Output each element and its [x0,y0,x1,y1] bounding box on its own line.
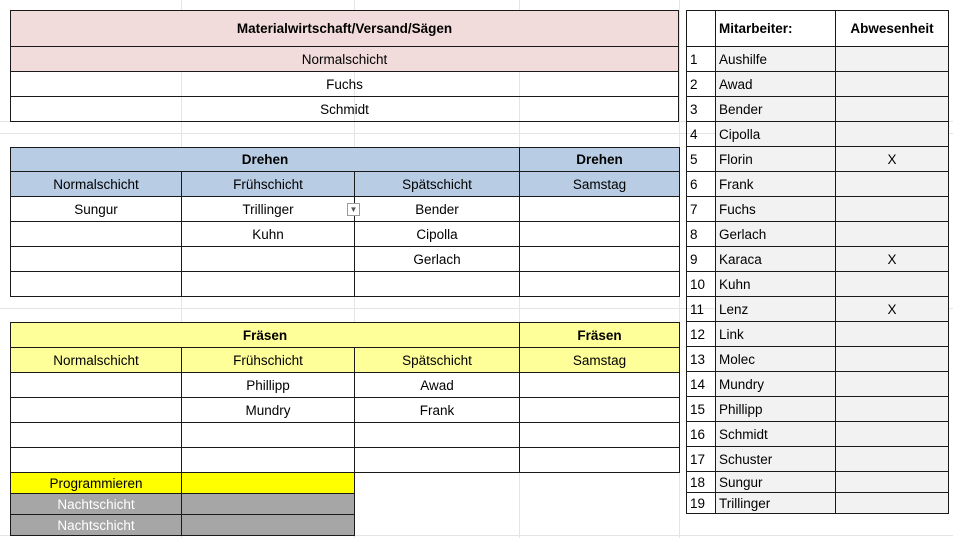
employee-row [687,197,949,222]
employee-number[interactable]: 11 [687,297,716,322]
employee-absence[interactable] [836,172,949,197]
fraesen-table [10,322,680,473]
drehen-cell[interactable] [11,222,182,247]
employee-name[interactable]: Kuhn [716,272,836,297]
employee-name[interactable]: Bender [716,97,836,122]
material-title[interactable]: Materialwirtschaft/Versand/Sägen [11,11,679,47]
employee-number[interactable]: 2 [687,72,716,97]
employee-absence[interactable] [836,493,949,514]
drehen-cell[interactable] [11,272,182,297]
employee-row [687,322,949,347]
drehen-cell[interactable] [11,247,182,272]
employee-row [687,47,949,72]
employee-absence[interactable] [836,47,949,72]
drehen-cell[interactable]: Kuhn [182,222,355,247]
nachtschicht-cell[interactable] [182,494,355,515]
drehen-cell[interactable] [520,247,680,272]
drehen-saturday-title[interactable]: Drehen [520,148,680,172]
employee-number[interactable]: 8 [687,222,716,247]
drehen-header-frueh[interactable]: Frühschicht [182,172,355,197]
employee-row [687,172,949,197]
employee-absence[interactable] [836,472,949,493]
drehen-cell[interactable] [520,197,680,222]
fraesen-header-frueh[interactable]: Frühschicht [182,348,355,373]
employee-name[interactable]: Awad [716,72,836,97]
employee-name[interactable]: Karaca [716,247,836,272]
employee-name[interactable]: Frank [716,172,836,197]
employee-header-name[interactable]: Mitarbeiter: [716,11,836,47]
employee-row [687,297,949,322]
fraesen-cell[interactable] [520,448,680,473]
employee-absence[interactable] [836,322,949,347]
employee-row [687,147,949,172]
drehen-header-normal[interactable]: Normalschicht [11,172,182,197]
fraesen-saturday-title[interactable]: Fräsen [520,323,680,348]
employee-absence[interactable]: X [836,247,949,272]
drehen-cell[interactable]: Gerlach [355,247,520,272]
employee-row [687,372,949,397]
employee-absence[interactable] [836,347,949,372]
programmieren-label[interactable]: Programmieren [11,473,182,494]
fraesen-cell[interactable] [11,423,182,448]
drehen-header-spaet[interactable]: Spätschicht [355,172,520,197]
drehen-cell[interactable] [520,222,680,247]
employee-number[interactable]: 4 [687,122,716,147]
fraesen-cell[interactable] [182,423,355,448]
employee-number[interactable]: 14 [687,372,716,397]
employee-row [687,397,949,422]
nachtschicht-label[interactable]: Nachtschicht [11,515,182,536]
employee-header-absence[interactable]: Abwesenheit [836,11,949,47]
employee-number[interactable]: 15 [687,397,716,422]
employee-name[interactable]: Fuchs [716,197,836,222]
fraesen-cell[interactable] [355,423,520,448]
employee-name[interactable]: Florin [716,147,836,172]
employee-name[interactable]: Gerlach [716,222,836,247]
employee-row [687,493,949,514]
employee-header-number[interactable] [687,11,716,47]
employee-row [687,72,949,97]
nachtschicht-label[interactable]: Nachtschicht [11,494,182,515]
employee-row [687,222,949,247]
employee-number[interactable]: 19 [687,493,716,514]
employee-name[interactable]: Schmidt [716,422,836,447]
material-row[interactable]: Fuchs [11,72,679,97]
fraesen-cell[interactable] [11,373,182,398]
nachtschicht-cell[interactable] [182,515,355,536]
drehen-table [10,147,680,297]
employee-name[interactable]: Cipolla [716,122,836,147]
employee-absence[interactable] [836,372,949,397]
fraesen-header-spaet[interactable]: Spätschicht [355,348,520,373]
employee-number[interactable]: 7 [687,197,716,222]
fraesen-title[interactable]: Fräsen [11,323,520,348]
employee-row [687,97,949,122]
fraesen-header-samstag[interactable]: Samstag [520,348,680,373]
employee-number[interactable]: 1 [687,47,716,72]
extra-table [10,472,355,536]
employee-absence[interactable] [836,197,949,222]
employee-absence[interactable] [836,222,949,247]
employee-absence[interactable] [836,422,949,447]
drehen-cell[interactable]: Bender [355,197,520,222]
employee-absence[interactable] [836,97,949,122]
fraesen-cell[interactable] [11,448,182,473]
employee-number[interactable]: 6 [687,172,716,197]
employee-number[interactable]: 13 [687,347,716,372]
employee-number[interactable]: 5 [687,147,716,172]
employee-number[interactable]: 9 [687,247,716,272]
employee-absence[interactable]: X [836,297,949,322]
employee-name[interactable]: Aushilfe [716,47,836,72]
employee-table [686,10,949,514]
employee-absence[interactable] [836,447,949,472]
employee-number[interactable]: 17 [687,447,716,472]
drehen-cell[interactable] [182,247,355,272]
employee-absence[interactable] [836,72,949,97]
drehen-cell[interactable]: Cipolla [355,222,520,247]
drehen-cell[interactable] [520,272,680,297]
employee-row [687,247,949,272]
programmieren-cell[interactable] [182,473,355,494]
drehen-title[interactable]: Drehen [11,148,520,172]
employee-row [687,472,949,493]
drehen-cell-text: Trillinger [242,201,294,217]
fraesen-cell[interactable] [11,398,182,423]
employee-absence[interactable] [836,397,949,422]
material-row[interactable]: Schmidt [11,97,679,122]
material-table [10,10,679,122]
material-shift[interactable]: Normalschicht [11,47,679,72]
employee-name[interactable]: Molec [716,347,836,372]
employee-name[interactable]: Schuster [716,447,836,472]
employee-number[interactable]: 3 [687,97,716,122]
employee-row [687,447,949,472]
employee-name[interactable]: Link [716,322,836,347]
fraesen-cell[interactable] [182,448,355,473]
fraesen-cell[interactable]: Phillipp [182,373,355,398]
fraesen-cell[interactable]: Frank [355,398,520,423]
employee-absence[interactable]: X [836,147,949,172]
fraesen-cell[interactable]: Mundry [182,398,355,423]
employee-name[interactable]: Lenz [716,297,836,322]
employee-number[interactable]: 16 [687,422,716,447]
employee-name[interactable]: Mundry [716,372,836,397]
employee-number[interactable]: 12 [687,322,716,347]
employee-number[interactable]: 10 [687,272,716,297]
employee-absence[interactable] [836,272,949,297]
employee-row [687,347,949,372]
dropdown-arrow-icon[interactable]: ▼ [347,203,360,216]
fraesen-cell[interactable] [520,373,680,398]
employee-name[interactable]: Phillipp [716,397,836,422]
drehen-cell[interactable] [355,272,520,297]
fraesen-cell[interactable]: Awad [355,373,520,398]
drehen-cell[interactable]: Sungur [11,197,182,222]
drehen-cell[interactable] [182,272,355,297]
drehen-cell-selected[interactable] [182,197,358,222]
employee-absence[interactable] [836,122,949,147]
drehen-header-samstag[interactable]: Samstag [520,172,680,197]
fraesen-cell[interactable] [520,398,680,423]
employee-name[interactable]: Trillinger [716,493,836,514]
fraesen-cell[interactable] [355,448,520,473]
employee-row [687,122,949,147]
fraesen-header-normal[interactable]: Normalschicht [11,348,182,373]
employee-row [687,272,949,297]
employee-number[interactable]: 18 [687,472,716,493]
fraesen-cell[interactable] [520,423,680,448]
employee-name[interactable]: Sungur [716,472,836,493]
employee-row [687,422,949,447]
